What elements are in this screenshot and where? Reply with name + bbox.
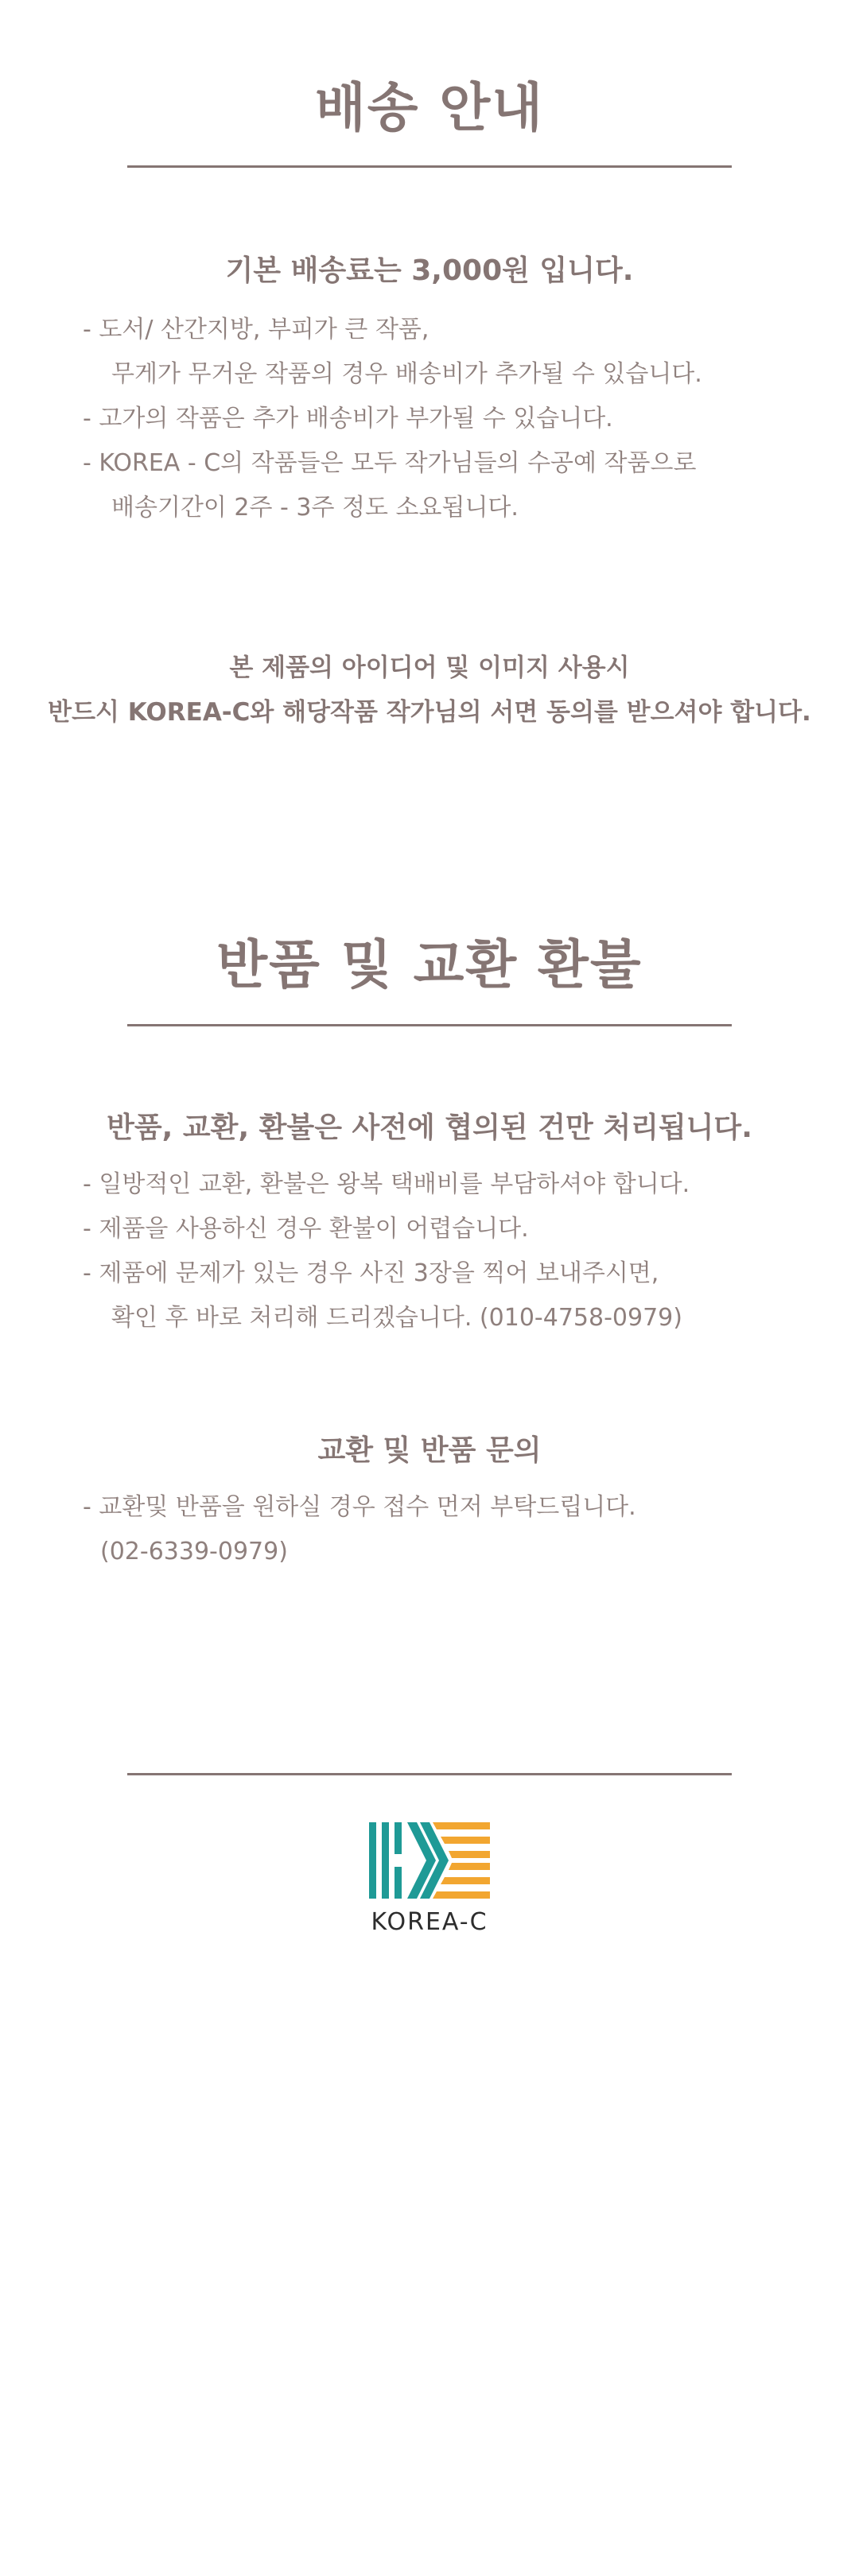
returns-list <box>83 1162 783 1340</box>
list-item: 확인 후 바로 처리해 드리겠습니다. (010-4758-0979) <box>111 1304 682 1332</box>
shipping-subtitle: 기본 배송료는 3,000원 입니다. <box>225 254 634 287</box>
shipping-divider <box>127 165 732 168</box>
shipping-title: 배송 안내 <box>314 77 544 138</box>
logo-text: KOREA-C <box>371 1908 488 1936</box>
inquiry-list <box>83 1485 783 1574</box>
notice-line: 반드시 KOREA-C와 해당작품 작가님의 서면 동의를 받으셔야 합니다. <box>48 698 811 727</box>
list-item: 배송기간이 2주 - 3주 정도 소요됩니다. <box>111 494 519 522</box>
list-item: - 교환및 반품을 원하실 경우 접수 먼저 부탁드립니다. <box>83 1493 636 1521</box>
returns-subtitle: 반품, 교환, 환불은 사전에 협의된 건만 처리됩니다. <box>107 1111 752 1144</box>
list-item: - 제품을 사용하신 경우 환불이 어렵습니다. <box>83 1215 529 1243</box>
korea-c-logo-icon <box>369 1822 490 1899</box>
list-item: - 고가의 작품은 추가 배송비가 부가될 수 있습니다. <box>83 405 613 433</box>
inquiry-title: 교환 및 반품 문의 <box>317 1434 542 1467</box>
returns-divider <box>127 1024 732 1026</box>
list-item: - KOREA - C의 작품들은 모두 작가님들의 수공예 작품으로 <box>83 449 697 477</box>
footer-divider <box>127 1773 732 1775</box>
returns-title: 반품 및 교환 환불 <box>216 934 643 995</box>
list-item: 무게가 무거운 작품의 경우 배송비가 추가될 수 있습니다. <box>111 360 702 388</box>
list-item: - 일방적인 교환, 환불은 왕복 택배비를 부담하셔야 합니다. <box>83 1170 690 1198</box>
usage-notice <box>0 646 859 735</box>
shipping-list <box>83 308 783 530</box>
list-item: - 제품에 문제가 있는 경우 사진 3장을 찍어 보내주시면, <box>83 1259 659 1287</box>
list-item: (02-6339-0979) <box>100 1538 288 1565</box>
brand-logo <box>369 1822 490 1936</box>
notice-line: 본 제품의 아이디어 및 이미지 사용시 <box>229 654 630 682</box>
list-item: - 도서/ 산간지방, 부피가 큰 작품, <box>83 316 430 343</box>
